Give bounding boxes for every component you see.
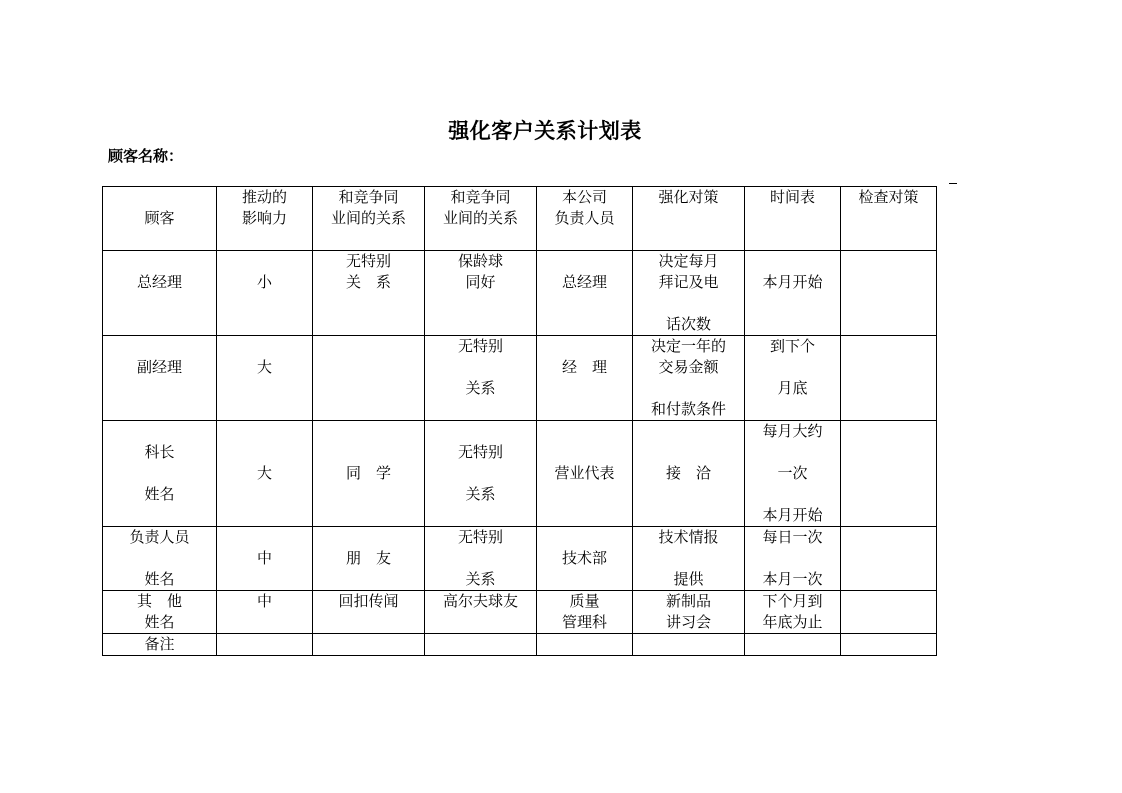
table-cell: 总经理: [537, 251, 633, 336]
header-cell-schedule: 时间表: [745, 187, 841, 251]
table-cell: 无特别 关 系: [313, 251, 425, 336]
table-row: [103, 251, 937, 336]
table-cell: 小: [217, 251, 313, 336]
header-cell-competitor-relation-1: 和竞争同 业间的关系: [313, 187, 425, 251]
table-cell: [633, 634, 745, 656]
table-cell: [313, 336, 425, 421]
table-cell: [313, 634, 425, 656]
table-cell: 本月开始: [745, 251, 841, 336]
table-row: [103, 591, 937, 634]
table-cell: [841, 336, 937, 421]
table-cell: 科长 姓名: [103, 421, 217, 527]
table-cell: 新制品 讲习会: [633, 591, 745, 634]
table-cell: [745, 634, 841, 656]
table-cell: 回扣传闻: [313, 591, 425, 634]
table-cell: 无特别 关系: [425, 527, 537, 591]
table-cell: [841, 251, 937, 336]
table-cell: 中: [217, 591, 313, 634]
table-cell: 其 他 姓名: [103, 591, 217, 634]
table-cell: 技术部: [537, 527, 633, 591]
table-row: [103, 421, 937, 527]
table-row: [103, 527, 937, 591]
table-header-row: [103, 187, 937, 251]
table-cell: [841, 591, 937, 634]
table-cell: 接 洽: [633, 421, 745, 527]
table-cell: 无特别 关系: [425, 336, 537, 421]
table-cell: 经 理: [537, 336, 633, 421]
table-cell: 营业代表: [537, 421, 633, 527]
header-cell-strategy: 强化对策: [633, 187, 745, 251]
table-cell: 每月大约 一次 本月开始: [745, 421, 841, 527]
table-cell: [841, 634, 937, 656]
table-cell: 高尔夫球友: [425, 591, 537, 634]
table-cell: [841, 527, 937, 591]
header-cell-company-staff: 本公司 负责人员: [537, 187, 633, 251]
table-cell: 决定一年的 交易金额 和付款条件: [633, 336, 745, 421]
table-cell: [537, 634, 633, 656]
header-cell-customer: 顾客: [103, 187, 217, 251]
table-cell: 保龄球 同好: [425, 251, 537, 336]
table-cell: [841, 421, 937, 527]
header-cell-influence: 推动的 影响力: [217, 187, 313, 251]
table-cell: 每日一次 本月一次: [745, 527, 841, 591]
table-cell: 技术情报 提供: [633, 527, 745, 591]
table-cell: 大: [217, 421, 313, 527]
table-cell: 下个月到 年底为止: [745, 591, 841, 634]
table-row-remarks: [103, 634, 937, 656]
table-cell: 备注: [103, 634, 217, 656]
table-cell: 大: [217, 336, 313, 421]
margin-dash-mark: [949, 183, 957, 184]
table-row: [103, 336, 937, 421]
table-cell: 无特别 关系: [425, 421, 537, 527]
table-cell: 负责人员 姓名: [103, 527, 217, 591]
relationship-plan-table: [102, 186, 937, 656]
table-cell: 质量 管理科: [537, 591, 633, 634]
table-cell: 决定每月 拜记及电 话次数: [633, 251, 745, 336]
table-cell: [425, 634, 537, 656]
table-cell: 到下个 月底: [745, 336, 841, 421]
table-cell: 总经理: [103, 251, 217, 336]
table-cell: 中: [217, 527, 313, 591]
table-cell: 同 学: [313, 421, 425, 527]
table-cell: 朋 友: [313, 527, 425, 591]
customer-name-label: 顾客名称：: [108, 147, 184, 165]
page-title: 强化客户关系计划表: [448, 118, 642, 143]
table-cell: 副经理: [103, 336, 217, 421]
header-cell-competitor-relation-2: 和竞争同 业间的关系: [425, 187, 537, 251]
table-cell: [217, 634, 313, 656]
header-cell-check: 检查对策: [841, 187, 937, 251]
